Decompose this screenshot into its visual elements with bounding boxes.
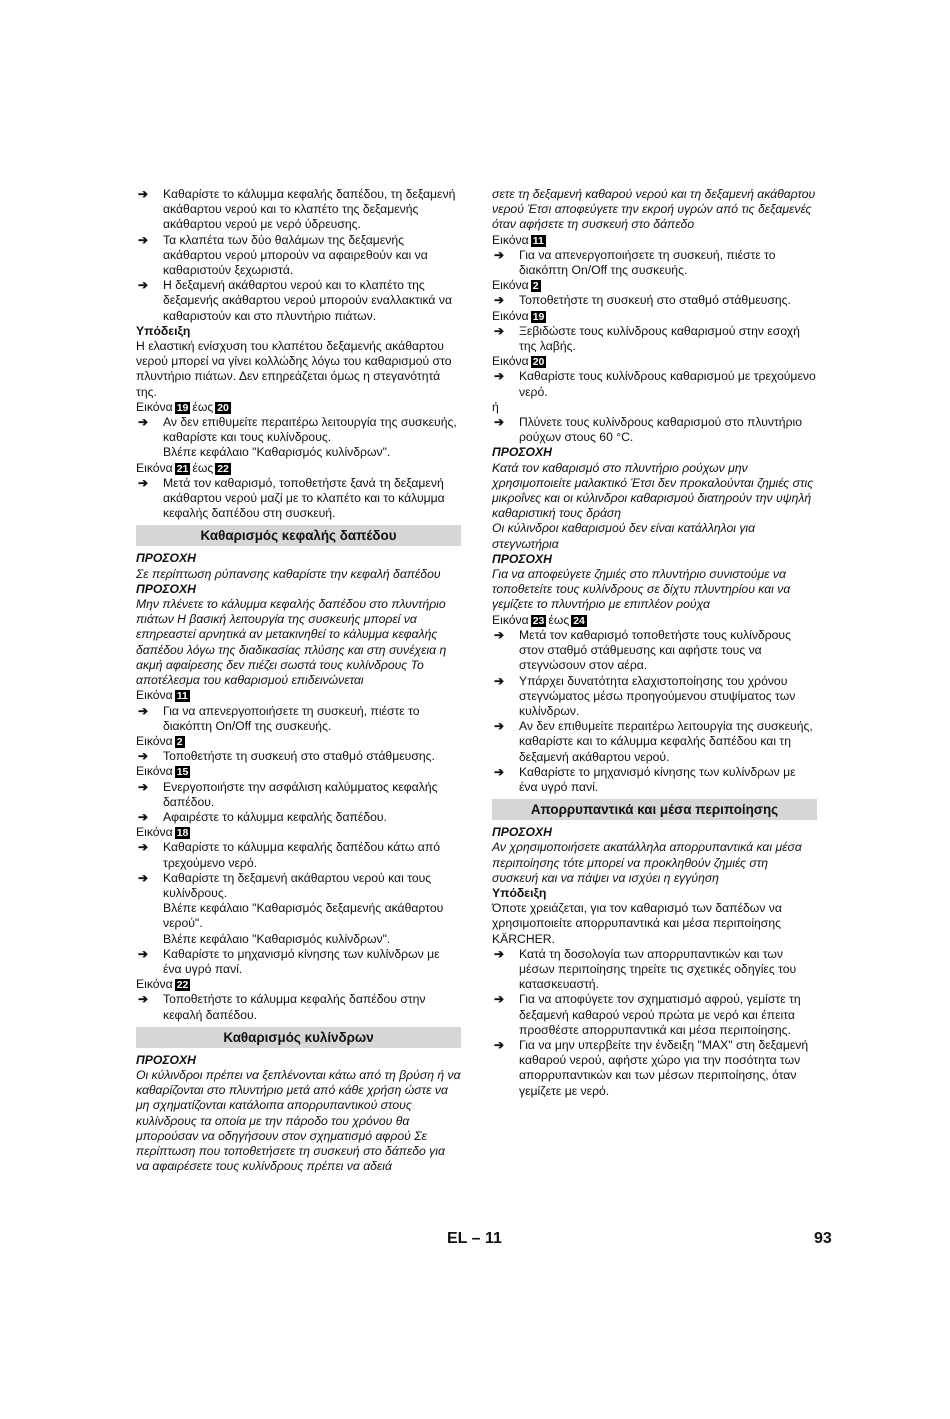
figure-label: Εικόνα [136, 825, 173, 840]
bullet-text: Για να απενεργοποιήσετε τη συσκευή, πιέστε το διακόπτη On/Off της συσκευής. [519, 247, 776, 278]
arrow-icon: ➔ [494, 369, 505, 384]
figure-reference [492, 354, 817, 369]
bullet-text: Τοποθετήστε τη συσκευή στο σταθμό στάθμευσης. [519, 293, 791, 308]
bullet-item [136, 871, 461, 901]
figure-number-badge: 15 [176, 766, 189, 779]
caution-text: Οι κύλινδροι καθαρισμού δεν είναι κατάλληλοι για στεγνωτήρια [492, 521, 756, 551]
caution-label: ΠΡΟΣΟΧΗ [136, 581, 196, 596]
bullet-text: Κατά τη δοσολογία των απορρυπαντικών και των μέσων περιποίησης τηρείτε τις σχετικές οδηγίες του κατασκευαστή. [519, 946, 797, 992]
bullet-item [492, 765, 817, 795]
figure-reference [492, 233, 817, 248]
figure-reference [492, 309, 817, 324]
bullet-item [136, 187, 461, 233]
bullet-text: Ξεβιδώστε τους κυλίνδρους καθαρισμού στην εσοχή της λαβής. [519, 323, 800, 354]
figure-number-badge: 20 [217, 401, 229, 414]
figure-reference [136, 977, 461, 992]
arrow-icon: ➔ [494, 247, 505, 262]
figure-range-word: έως [192, 460, 214, 475]
figure-number-badge: 11 [532, 234, 544, 247]
figure-reference [136, 825, 461, 840]
arrow-icon: ➔ [138, 840, 149, 855]
section-heading: Καθαρισμός κεφαλής δαπέδου [136, 525, 461, 546]
arrow-icon: ➔ [494, 764, 505, 779]
arrow-icon: ➔ [494, 673, 505, 688]
bullet-item [136, 415, 461, 445]
arrow-icon: ➔ [494, 415, 505, 430]
bullet-item [136, 947, 461, 977]
caution-text: σετε τη δεξαμενή καθαρού νερού και τη δεξαμενή ακάθαρτου νερού Έτσι αποφεύγετε την εκροή υγρών από τις δεξαμενές όταν αφήσετε τη συσκευή στο δάπεδο [492, 187, 816, 232]
caution-label: ΠΡΟΣΟΧΗ [492, 551, 552, 566]
arrow-icon: ➔ [494, 719, 505, 734]
arrow-icon: ➔ [138, 703, 149, 718]
arrow-icon: ➔ [494, 627, 505, 642]
indented-note: Βλέπε κεφάλαιο "Καθαρισμός κυλίνδρων". [163, 445, 391, 460]
bullet-text: Για να απενεργοποιήσετε τη συσκευή, πιέστε το διακόπτη On/Off της συσκευής. [163, 703, 420, 733]
caution-text: Μην πλένετε το κάλυμμα κεφαλής δαπέδου στο πλυντήριο πιάτων Η βασική λειτουργία της συσκευής μπορεί να επηρεαστεί αρνητικά αν μετακινηθεί το κάλυμμα κεφαλής δαπέδου λόγω της διαδικασίας πλύσης και στη συνέχεια η ακμή αφαίρεσης δεν πιέζει σωστά τους κυλίνδρους Το αποτέλεσμα του καθαρισμού επιδεινώνεται [136, 597, 447, 688]
bullet-text: Η δεξαμενή ακάθαρτου νερού και το κλαπέτο της δεξαμενής ακάθαρτου νερού μπορούν εναλλακτικά να καθαριστούν και στο πλυντήριο πιάτων. [163, 278, 453, 323]
figure-reference [136, 400, 461, 415]
arrow-icon: ➔ [494, 992, 505, 1007]
bullet-text: Για να μην υπερβείτε την ένδειξη "MAX" στη δεξαμενή καθαρού νερού, αφήστε χώρο για την ποσότητα των απορρυπαντικών και των μέσων περιποίησης, όταν γεμίζετε με νερό. [519, 1037, 809, 1098]
figure-reference [136, 688, 461, 703]
figure-number-badge: 20 [532, 356, 545, 369]
figure-reference [492, 613, 817, 628]
figure-label: Εικόνα [492, 308, 529, 323]
bullet-item [136, 278, 461, 324]
bullet-text: Καθαρίστε το κάλυμμα κεφαλής δαπέδου, τη δεξαμενή ακάθαρτου νερού και το κλαπέτο της δεξαμενής ακάθαρτου νερού με νερό ύδρευσης. [163, 187, 456, 232]
bullet-item [492, 369, 817, 399]
note-label: Υπόδειξη [492, 885, 547, 900]
bullet-text: Αφαιρέστε το κάλυμμα κεφαλής δαπέδου. [163, 809, 387, 824]
figure-label: Εικόνα [136, 399, 173, 414]
caution-text: Αν χρησιμοποιήσετε ακατάλληλα απορρυπαντικά και μέσα περιποίησης τότε μπορεί να προκληθούν ζημιές στη συσκευή και να πάψει να ισχύει η εγγύηση [492, 840, 802, 885]
figure-label: Εικόνα [492, 612, 529, 627]
bullet-text: Μετά τον καθαρισμό, τοποθετήστε ξανά τη δεξαμενή ακάθαρτου νερού μαζί με το κλαπέτο και το κάλυμμα κεφαλής δαπέδου στη συσκευή. [163, 475, 445, 521]
figure-label: Εικόνα [136, 688, 173, 703]
bullet-item [492, 628, 817, 674]
bullet-item [136, 704, 461, 734]
figure-label: Εικόνα [136, 460, 173, 475]
arrow-icon: ➔ [138, 278, 149, 293]
figure-label: Εικόνα [136, 733, 173, 748]
bullet-text: Αν δεν επιθυμείτε περαιτέρω λειτουργία της συσκευής, καθαρίστε και τους κυλίνδρους. [163, 415, 457, 445]
arrow-icon: ➔ [138, 475, 149, 490]
figure-number-badge: 11 [176, 690, 188, 703]
figure-number-badge: 2 [532, 280, 539, 293]
figure-reference [136, 764, 461, 779]
body-paragraph: Όποτε χρειάζεται, για τον καθαρισμό των δαπέδων να χρησιμοποιείτε απορρυπαντικά και μέσα περιποίησης KÄRCHER. [492, 901, 782, 946]
body-paragraph: Η ελαστική ενίσχυση του κλαπέτου δεξαμενής ακάθαρτου νερού μπορεί να γίνει κολλώδης λόγω του καθαρισμού στο πλυντήριο πιάτων. Δεν επηρεάζεται όμως η στεγανότητά της. [136, 339, 452, 399]
bullet-text: Καθαρίστε το μηχανισμό κίνησης των κυλίνδρων με ένα υγρό πανί. [519, 764, 796, 794]
arrow-icon: ➔ [138, 809, 149, 824]
bullet-item [136, 749, 461, 764]
bullet-item [492, 674, 817, 720]
footer-section-label: EL – 11 [447, 1230, 502, 1247]
page-number: 93 [814, 1230, 832, 1247]
arrow-icon: ➔ [138, 187, 149, 201]
bullet-item [492, 415, 817, 445]
bullet-text: Τα κλαπέτα των δύο θαλάμων της δεξαμενής ακάθαρτου νερού μπορούν να αφαιρεθούν και να καθαριστούν ξεχωριστά. [163, 232, 428, 278]
arrow-icon: ➔ [494, 323, 505, 338]
figure-number-badge: 18 [176, 827, 189, 840]
figure-number-badge: 22 [176, 979, 189, 992]
figure-label: Εικόνα [136, 977, 173, 992]
arrow-icon: ➔ [138, 232, 149, 247]
figure-label: Εικόνα [136, 764, 173, 779]
bullet-text: Τοποθετήστε το κάλυμμα κεφαλής δαπέδου στην κεφαλή δαπέδου. [163, 992, 426, 1022]
caution-label: ΠΡΟΣΟΧΗ [136, 551, 196, 566]
right-column [492, 187, 817, 1099]
figure-number-badge: 19 [532, 310, 545, 323]
bullet-text: Καθαρίστε το μηχανισμό κίνησης των κυλίνδρων με ένα υγρό πανί. [163, 946, 440, 976]
figure-label: Εικόνα [492, 354, 529, 369]
section-heading: Απορρυπαντικά και μέσα περιποίησης [492, 799, 817, 820]
bullet-text: Μετά τον καθαρισμό τοποθετήστε τους κυλίνδρους στον σταθμό στάθμευσης και αφήστε τους να στεγνώσουν στον αέρα. [519, 627, 791, 673]
section-heading: Καθαρισμός κυλίνδρων [136, 1027, 461, 1048]
figure-number-badge: 2 [176, 735, 183, 748]
bullet-item [492, 719, 817, 765]
caution-label: ΠΡΟΣΟΧΗ [492, 445, 552, 460]
indented-note: Βλέπε κεφάλαιο "Καθαρισμός δεξαμενής ακάθαρτου νερού". [163, 901, 444, 931]
bullet-item [136, 992, 461, 1022]
indented-note: Βλέπε κεφάλαιο "Καθαρισμός κυλίνδρων". [163, 931, 391, 946]
left-column [136, 187, 461, 1174]
figure-number-badge: 21 [176, 462, 189, 475]
figure-label: Εικόνα [492, 232, 529, 247]
arrow-icon: ➔ [494, 1037, 505, 1052]
figure-reference [136, 734, 461, 749]
figure-label: Εικόνα [492, 278, 529, 293]
arrow-icon: ➔ [138, 415, 149, 430]
figure-number-badge: 24 [573, 614, 585, 627]
figure-number-badge: 22 [217, 462, 229, 475]
bullet-text: Καθαρίστε τους κυλίνδρους καθαρισμού με τρεχούμενο νερό. [519, 369, 816, 399]
bullet-item [136, 810, 461, 825]
arrow-icon: ➔ [138, 870, 149, 885]
bullet-text: Καθαρίστε το κάλυμμα κεφαλής δαπέδου κάτω από τρεχούμενο νερό. [163, 840, 441, 870]
caution-text: Για να αποφεύγετε ζημιές στο πλυντήριο συνιστούμε να τοποθετείτε τους κυλίνδρους σε δίχτυ πλυντηρίου και να γεμίζετε το πλυντήριο με επιπλέον ρούχα [492, 567, 791, 612]
caution-label: ΠΡΟΣΟΧΗ [136, 1052, 196, 1067]
bullet-item [492, 324, 817, 354]
bullet-text: Πλύνετε τους κυλίνδρους καθαρισμού στο πλυντήριο ρούχων στους 60 °C. [519, 415, 802, 445]
caution-text: Οι κύλινδροι πρέπει να ξεπλένονται κάτω από τη βρύση ή να καθαρίζονται στο πλυντήριο μετά από κάθε χρήση ώστε να μη σχηματίζονται κατάλοιπα απορρυπαντικού στους κυλίνδρους τα οποία με την πάροδο του χρόνου θα μπορούσαν να οδηγήσουν στον σχηματισμό αφρού Σε περίπτωση που τοποθετήσετε τη συσκευή στο δάπεδο για να αφαιρέσετε τους κυλίνδρους πρέπει να αδειά [136, 1067, 461, 1174]
bullet-item [492, 992, 817, 1038]
arrow-icon: ➔ [138, 946, 149, 961]
caution-text: Σε περίπτωση ρύπανσης καθαρίστε την κεφαλή δαπέδου [136, 566, 441, 581]
arrow-icon: ➔ [138, 992, 149, 1007]
bullet-item [492, 1038, 817, 1099]
arrow-icon: ➔ [138, 749, 149, 764]
body-paragraph: ή [492, 399, 499, 414]
bullet-item [492, 947, 817, 993]
figure-number-badge: 19 [176, 401, 189, 414]
bullet-text: Για να αποφύγετε τον σχηματισμό αφρού, γεμίστε τη δεξαμενή καθαρού νερού πρώτα με νερό και έπειτα προσθέστε απορρυπαντικά και μέσα περιποίησης. [519, 992, 801, 1037]
bullet-text: Τοποθετήστε τη συσκευή στο σταθμό στάθμευσης. [163, 749, 435, 764]
bullet-text: Υπάρχει δυνατότητα ελαχιστοποίησης του χρόνου στεγνώματος μέσω προηγούμενου στυψίματος των κυλίνδρων. [519, 673, 796, 718]
caution-text: Κατά τον καθαρισμό στο πλυντήριο ρούχων μην χρησιμοποιείτε μαλακτικό Έτσι δεν προκαλούνται ζημιές στις μικροΐνες και οι κύλινδροι καθαρισμού διατηρούν την υψηλή καθαριστική τους δράση [492, 460, 814, 521]
figure-reference [492, 278, 817, 293]
bullet-text: Ενεργοποιήστε την ασφάλιση καλύμματος κεφαλής δαπέδου. [163, 779, 438, 809]
arrow-icon: ➔ [138, 779, 149, 794]
bullet-item [492, 293, 817, 308]
bullet-item [492, 248, 817, 278]
figure-number-badge: 23 [532, 614, 545, 627]
caution-label: ΠΡΟΣΟΧΗ [492, 825, 552, 840]
bullet-item [136, 780, 461, 810]
bullet-item [136, 840, 461, 870]
arrow-icon: ➔ [494, 293, 505, 308]
bullet-item [136, 233, 461, 279]
bullet-text: Αν δεν επιθυμείτε περαιτέρω λειτουργία της συσκευής, καθαρίστε και το κάλυμμα κεφαλής δαπέδου και τη δεξαμενή ακάθαρτου νερού. [519, 719, 813, 764]
arrow-icon: ➔ [494, 946, 505, 961]
bullet-item [136, 476, 461, 522]
bullet-text: Καθαρίστε τη δεξαμενή ακάθαρτου νερού και τους κυλίνδρους. [163, 870, 432, 900]
figure-range-word: έως [548, 612, 570, 627]
figure-range-word: έως [192, 399, 214, 414]
figure-reference [136, 461, 461, 476]
note-label: Υπόδειξη [136, 323, 191, 338]
